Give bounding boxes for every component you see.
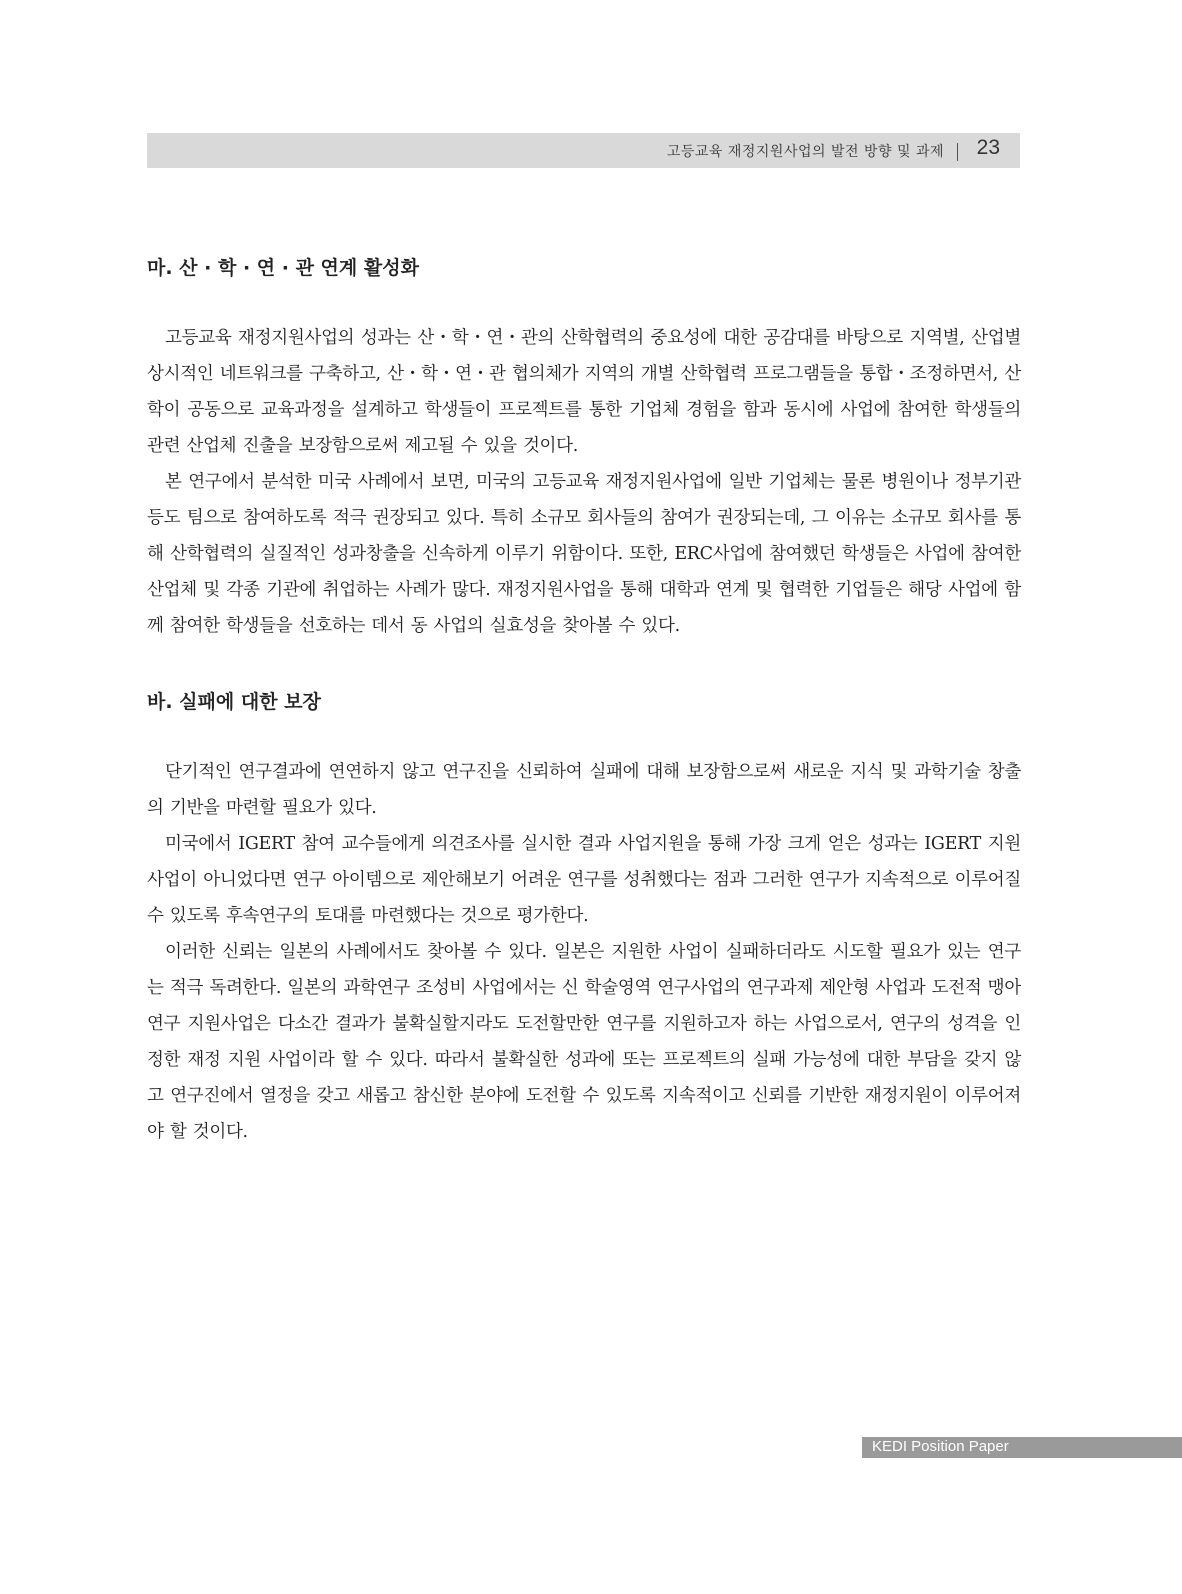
running-title: 고등교육 재정지원사업의 발전 방향 및 과제 (666, 144, 944, 160)
page-body (147, 254, 1021, 1150)
paragraph: 본 연구에서 분석한 미국 사례에서 보면, 미국의 고등교육 재정지원사업에 일반 기업체는 물론 병원이나 정부기관 등도 팀으로 참여하도록 적극 권장되고 있다. 특히 소규모 회사들의 참여가 권장되는데, 그 이유는 소규모 회사를 통해 산학협력의 실질적인 성과창출을 신속하게 이루기 위함이다. 또한, ERC사업에 참여했던 학생들은 사업에 참여한 산업체 및 각종 기관에 취업하는 사례가 많다. 재정지원사업을 통해 대학과 연계 및 협력한 기업들은 해당 사업에 함께 참여한 학생들을 선호하는 데서 동 사업의 실효성을 찾아볼 수 있다. (147, 472, 1021, 636)
paragraph: 고등교육 재정지원사업의 성과는 산・학・연・관의 산학협력의 중요성에 대한 공감대를 바탕으로 지역별, 산업별 상시적인 네트워크를 구축하고, 산・학・연・관 협의체가 지역의 개별 산학협력 프로그램들을 통합・조정하면서, 산학이 공동으로 교육과정을 설계하고 학생들이 프로젝트를 통한 기업체 경험을 함과 동시에 사업에 참여한 학생들의 관련 산업체 진출을 보장함으로써 제고될 수 있을 것이다. (147, 328, 1021, 456)
paragraph: 미국에서 IGERT 참여 교수들에게 의견조사를 실시한 결과 사업지원을 통해 가장 크게 얻은 성과는 IGERT 지원 사업이 아니었다면 연구 아이템으로 제안해보기 어려운 연구를 성취했다는 점과 그러한 연구가 지속적으로 이루어질 수 있도록 후속연구의 토대를 마련했다는 것으로 평가한다. (147, 834, 1021, 926)
header-divider (957, 143, 958, 161)
footer-bar (862, 1437, 1182, 1458)
page-number: 23 (976, 136, 1000, 159)
running-header (147, 133, 1020, 168)
section-industry-academia (147, 254, 1021, 644)
footer-label: KEDI Position Paper (872, 1438, 1009, 1455)
paragraph: 이러한 신뢰는 일본의 사례에서도 찾아볼 수 있다. 일본은 지원한 사업이 실패하더라도 시도할 필요가 있는 연구는 적극 독려한다. 일본의 과학연구 조성비 사업에서는 신 학술영역 연구사업의 연구과제 제안형 사업과 도전적 맹아 연구 지원사업은 다소간 결과가 불확실할지라도 도전할만한 연구를 지원하고자 하는 사업으로서, 연구의 성격을 인정한 재정 지원 사업이라 할 수 있다. 따라서 불확실한 성과에 또는 프로젝트의 실패 가능성에 대한 부담을 갖지 않고 연구진에서 열정을 갖고 새롭고 참신한 분야에 도전할 수 있도록 지속적이고 신뢰를 기반한 재정지원이 이루어져야 할 것이다. (147, 942, 1021, 1142)
section-heading-ma: 마. 산 · 학 · 연 · 관 연계 활성화 (147, 257, 419, 279)
section-failure-guarantee (147, 688, 1021, 1150)
paragraph: 단기적인 연구결과에 연연하지 않고 연구진을 신뢰하여 실패에 대해 보장함으로써 새로운 지식 및 과학기술 창출의 기반을 마련할 필요가 있다. (147, 762, 1021, 818)
section-heading-ba: 바. 실패에 대한 보장 (147, 691, 321, 713)
